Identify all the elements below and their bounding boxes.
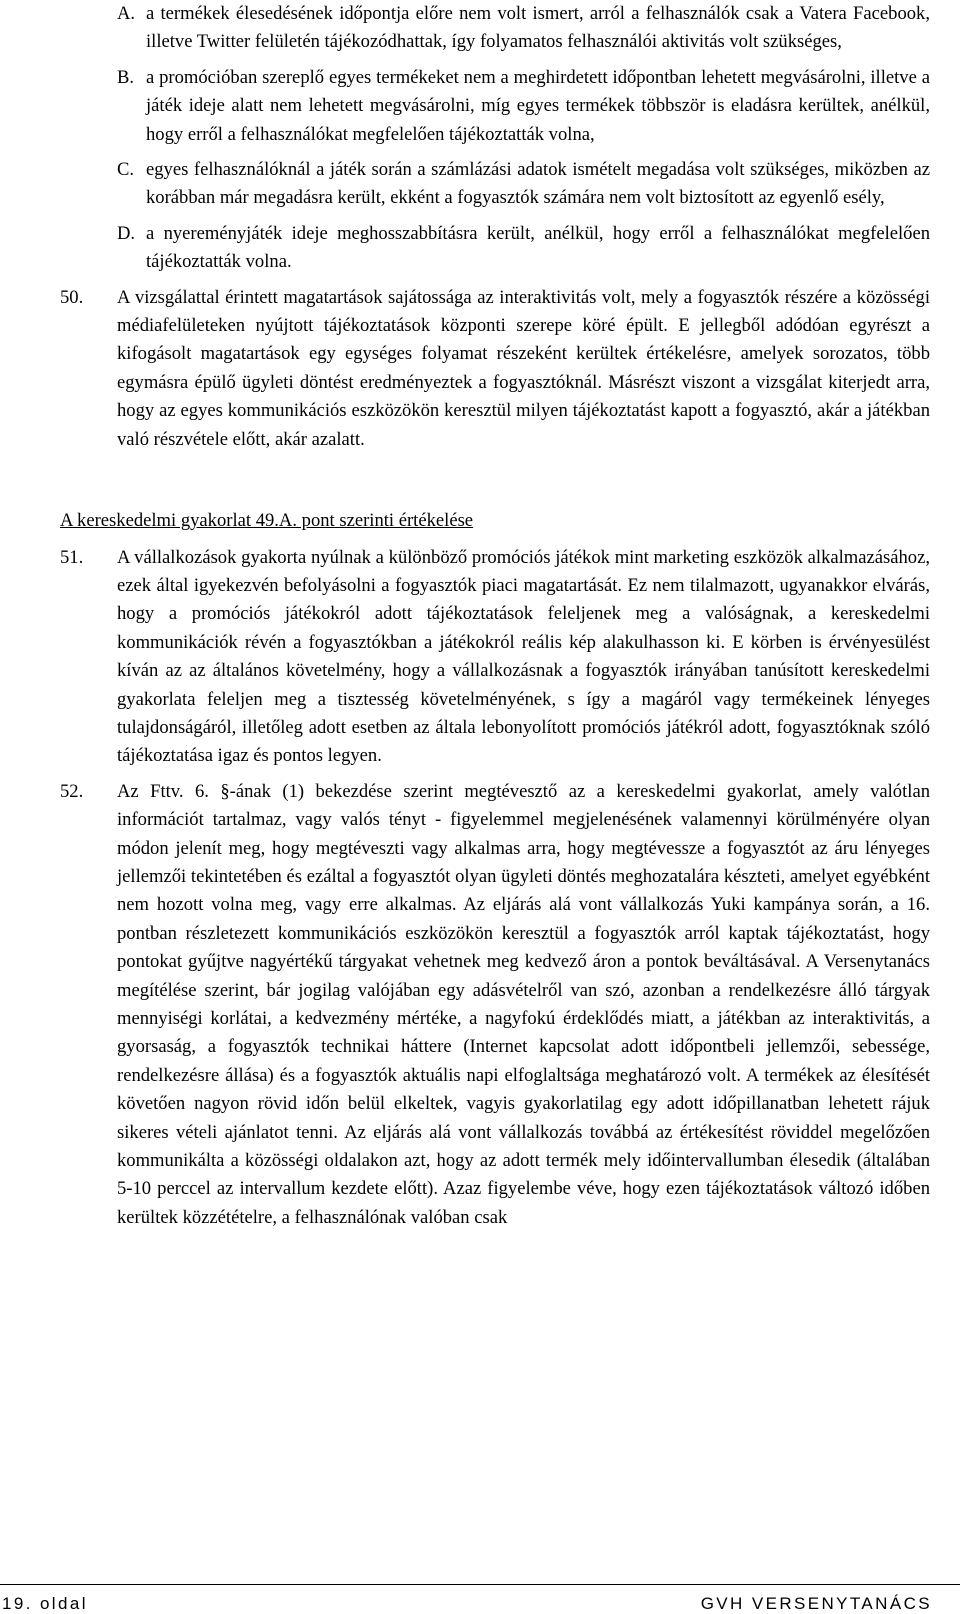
paragraph-number: 50. — [60, 286, 84, 308]
list-item-text: a nyereményjáték ideje meghosszabbításra került, anélkül, hogy erről a felhasználókat megfelelően tájékoztatták volna. — [146, 222, 930, 273]
list-marker: B. — [117, 66, 135, 88]
list-marker: C. — [117, 159, 135, 181]
paragraph-number: 51. — [60, 546, 84, 568]
list-item-d — [117, 220, 930, 277]
paragraph-52 — [60, 778, 930, 1233]
list-item-text: a promócióban szereplő egyes termékeket nem a meghirdetett időpontban lehetett megvásárolni, illetve a játék ideje alatt nem lehetett megvásárolni, míg egyes termékek többször is eladásra kerültek, anélkül, hogy erről a felhasználókat megfelelően tájékoztatták volna, — [146, 66, 930, 145]
list-item-text: a termékek élesedésének időpontja előre nem volt ismert, arról a felhasználók csak a Vatera Facebook, illetve Twitter felületén tájékozódhattak, így folyamatos felhasználói aktivitás volt szükséges, — [146, 3, 930, 53]
paragraph-51 — [60, 544, 930, 771]
list-item-b — [117, 64, 930, 149]
organization-name: GVH VERSENYTANÁCS — [700, 1594, 932, 1613]
document-page — [60, 0, 930, 1239]
list-marker: A. — [117, 3, 136, 24]
enumerated-list — [60, 0, 930, 277]
paragraph-text: A vállalkozások gyakorta nyúlnak a különböző promóciós játékok mint marketing eszközök alkalmazásához, ezek által igyekezvén befolyásolni a fogyasztók piaci magatartását. Ez nem tilalmazott, ugyanakkor elvárás, hogy a promóciós játékokról adott tájékoztatások feleljenek meg a valóságnak, a kereskedelmi kommunikációk révén a fogyasztókban a játékokról reális kép alakulhasson ki. E körben is érvényesülést kíván az az általános követelmény, hogy a vállalkozásnak a fogyasztók irányában tanúsított kereskedelmi gyakorlata feleljen meg a tisztesség követelményének, s így a magáról vagy termékeinek lényeges tulajdonságáról, illetőleg adott esetben az általa lebonyolított promóciós játékról adott, fogyasztóknak szóló tájékoztatása igaz és pontos legyen. — [117, 546, 930, 767]
paragraph-text: Az Fttv. 6. §-ának (1) bekezdése szerint megtévesztő az a kereskedelmi gyakorlat, amely valótlan információt tartalmaz, vagy valós tényt - figyelemmel megjelenésének valamennyi körülményére olyan módon jelenít meg, hogy megtéveszti vagy alkalmas arra, hogy megtévessze a fogyasztót az áru lényeges jellemzői tekintetében és ezáltal a fogyasztót olyan ügyleti döntés meghozatalára készteti, amelyet egyébként nem hozott volna meg, vagy erre alkalmas. Az eljárás alá vont vállalkozás Yuki kampánya során, a 16. pontban részletezett kommunikációs eszközökön keresztül a fogyasztók arról kaptak tájékoztatást, hogy pontokat gyűjtve nagyértékű tárgyakat vehetnek meg kedvező áron a pontok beváltásával. A Versenytanács megítélése szerint, bár jogilag valójában egy adásvételről van szó, azonban a rendelkezésre álló tárgyak mennyiségi korlátai, a kedvezmény mértéke, a nagyfokú érdeklődés miatt, a játékban az interaktivitás, a gyorsaság, a fogyasztók technikai háttere (Internet kapcsolat adott időpontbeli jellemzői, sebessége, rendelkezésre állása) és a fogyasztók aktuális napi elfoglaltsága meghatározó volt. A termékek az élesítését követően nagyon rövid időn belül elkeltek, vagyis gyakorlatilag egy adott időpillanatban lehetett rájuk sikeres vételi ajánlatot tenni. Az eljárás alá vont vállalkozás továbbá az értékesítést röviddel megelőzően kommunikálta a közösségi oldalakon azt, hogy az adott termék mely időintervallumban élesedik (általában 5-10 perccel az intervallum kezdete előtt). Azaz figyelembe véve, hogy ezen tájékoztatások változó időben kerültek közzétételre, a felhasználónak valóban csak — [117, 780, 930, 1228]
paragraph-number: 52. — [60, 780, 84, 802]
list-marker: D. — [117, 222, 136, 244]
list-item-text: egyes felhasználóknál a játék során a számlázási adatok ismételt megadása volt szükséges, miközben az korábban már megadásra került, ekként a fogyasztók számára nem volt biztosított az egyenlő esély, — [146, 159, 930, 209]
page-number: 19. oldal — [2, 1594, 88, 1613]
paragraph-text: A vizsgálattal érintett magatartások sajátossága az interaktivitás volt, mely a fogyasztók részére a közösségi médiafelületeken nyújtott tájékoztatások központi szerepe köré épült. E jellegből adódóan egyrészt a kifogásolt magatartások egy egységes folyamat részeként kerültek értékelésre, amelyek sorozatos, több egymásra épülő ügyleti döntést eredményeztek a fogyasztóknál. Másrészt viszont a vizsgálat kiterjedt arra, hogy az egyes kommunikációs eszközökön keresztül milyen tájékoztatást kapott a fogyasztó, akár a játékban való részvétele előtt, akár azalatt. — [117, 286, 930, 450]
paragraph-50 — [60, 284, 930, 454]
section-heading: A kereskedelmi gyakorlat 49.A. pont szerinti értékelése — [60, 510, 474, 532]
list-item-c — [117, 156, 930, 213]
page-footer — [0, 1584, 960, 1613]
footer-divider — [0, 1584, 960, 1585]
list-item-a — [117, 0, 930, 57]
